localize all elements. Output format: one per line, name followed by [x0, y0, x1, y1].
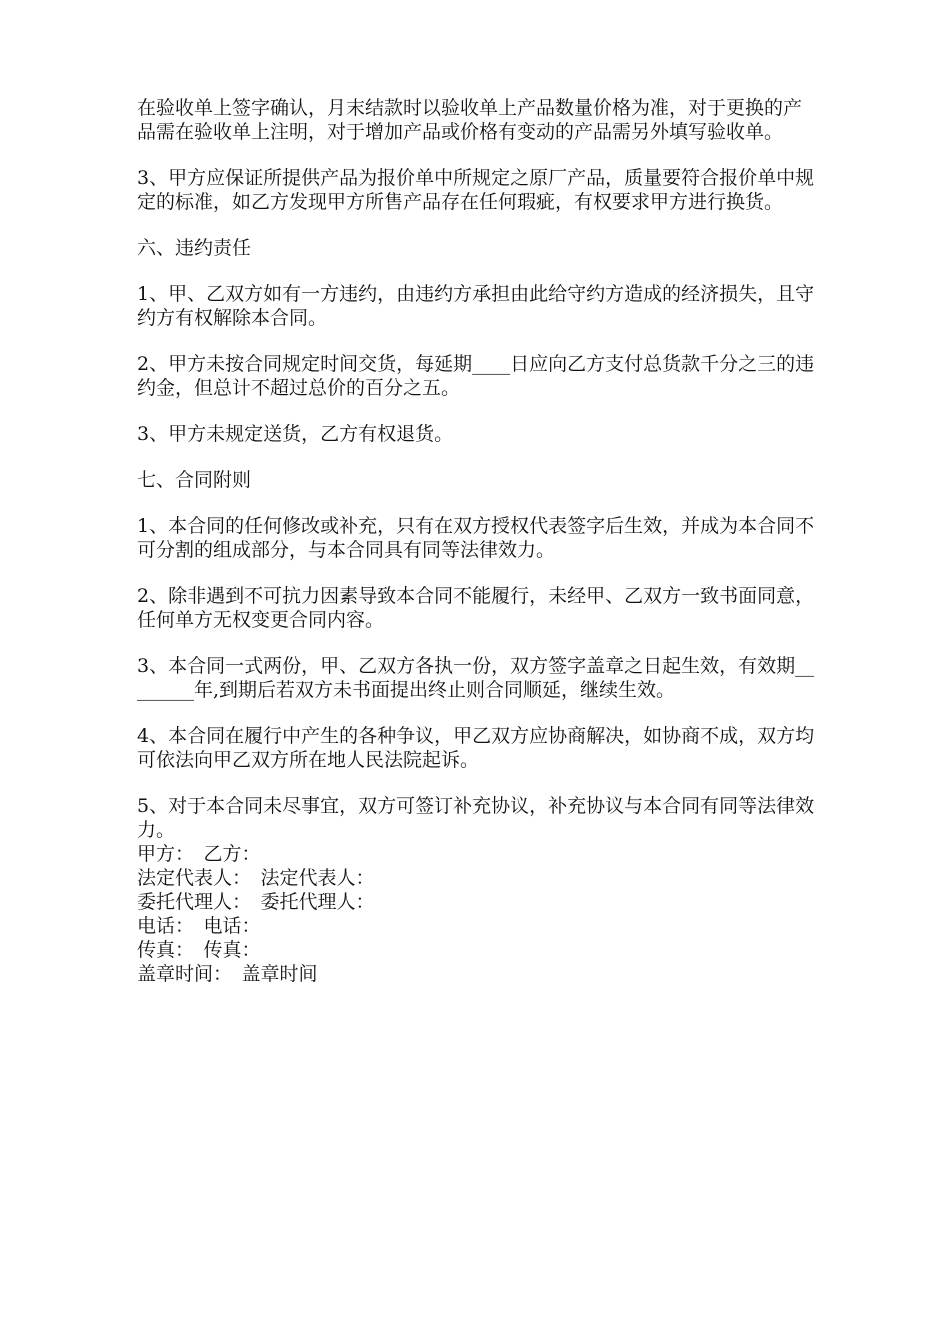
paragraph-supplementary-2: 2、除非遇到不可抗力因素导致本合同不能履行，未经甲、乙双方一致书面同意，任何单方无权变更合同内容。: [137, 585, 815, 631]
paragraph-breach-1: 1、甲、乙双方如有一方违约，由违约方承担由此给守约方造成的经济损失，且守约方有权解除本合同。: [137, 283, 815, 329]
paragraph-supplementary-1: 1、本合同的任何修改或补充，只有在双方授权代表签字后生效，并成为本合同不可分割的组成部分，与本合同具有同等法律效力。: [137, 515, 815, 561]
signature-line-agent: 委托代理人： 委托代理人：: [137, 891, 375, 913]
section-heading-breach: 六、违约责任: [137, 237, 252, 259]
paragraph-breach-3: 3、甲方未规定送货，乙方有权退货。: [137, 423, 454, 445]
signature-line-phone: 电话： 电话：: [137, 915, 261, 937]
signature-line-fax: 传真： 传真：: [137, 939, 261, 961]
signature-line-seal-date: 盖章时间： 盖章时间: [137, 963, 318, 985]
paragraph-supplementary-3: 3、本合同一式两份，甲、乙双方各执一份，双方签字盖章之日起生效，有效期________年,到期后若双方未书面提出终止则合同顺延，继续生效。: [137, 655, 815, 701]
document-page: [137, 96, 817, 986]
signature-line-legal-rep: 法定代表人： 法定代表人：: [137, 867, 375, 889]
paragraph-breach-2: 2、甲方未按合同规定时间交货，每延期____日应向乙方支付总货款千分之三的违约金，但总计不超过总价的百分之五。: [137, 353, 815, 399]
section-heading-supplementary: 七、合同附则: [137, 469, 252, 491]
signature-block: [137, 842, 817, 986]
paragraph-supplementary-5: 5、对于本合同未尽事宜，双方可签订补充协议，补充协议与本合同有同等法律效力。: [137, 795, 815, 841]
paragraph-supplementary-4: 4、本合同在履行中产生的各种争议，甲乙双方应协商解决，如协商不成，双方均可依法向甲乙双方所在地人民法院起诉。: [137, 725, 815, 771]
signature-line-party: 甲方： 乙方：: [137, 843, 261, 865]
paragraph-acceptance-continued: 在验收单上签字确认，月末结款时以验收单上产品数量价格为准，对于更换的产品需在验收单上注明，对于增加产品或价格有变动的产品需另外填写验收单。: [137, 97, 803, 143]
paragraph-quality-clause: 3、甲方应保证所提供产品为报价单中所规定之原厂产品，质量要符合报价单中规定的标准，如乙方发现甲方所售产品存在任何瑕疵，有权要求甲方进行换货。: [137, 167, 815, 213]
